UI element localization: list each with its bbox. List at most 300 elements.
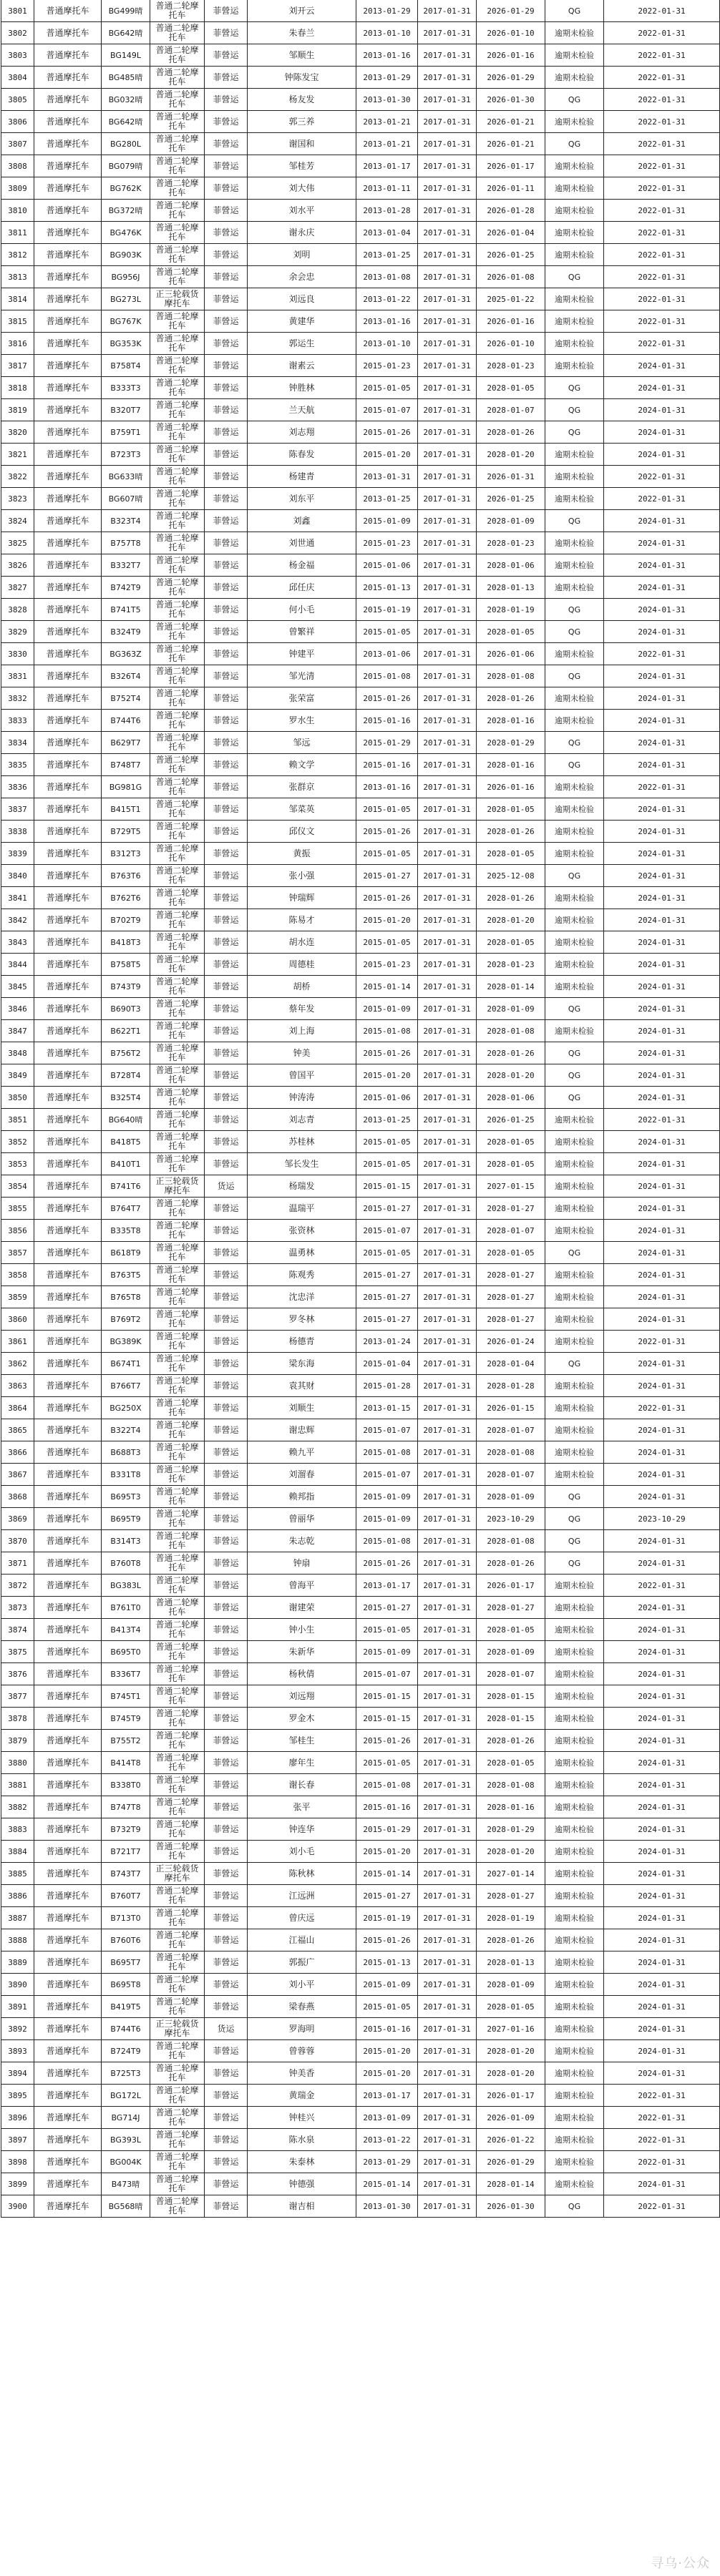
usage-nature-cell: 菲營运 — [205, 1641, 248, 1663]
status-cell: 逾期未检验 — [545, 1641, 604, 1663]
owner-name-cell: 朱泰林 — [248, 2151, 356, 2173]
scrap-date-cell: 2026-01-09 — [477, 2107, 545, 2129]
inspection-date-cell: 2017-01-31 — [418, 1308, 477, 1331]
vehicle-category-cell: 普通摩托车 — [34, 2195, 102, 2218]
usage-nature-cell: 菲營运 — [205, 554, 248, 577]
usage-nature-cell: 菲營运 — [205, 355, 248, 377]
status-cell: QG — [545, 1530, 604, 1552]
valid-until-cell: 2024-01-31 — [604, 798, 720, 821]
row-number-cell: 3847 — [1, 1020, 34, 1042]
row-number-cell: 3867 — [1, 1464, 34, 1486]
status-cell: QG — [545, 998, 604, 1020]
scrap-date-cell: 2026-01-30 — [477, 89, 545, 111]
inspection-date-cell: 2017-01-31 — [418, 377, 477, 399]
vehicle-type-cell: 普通二轮摩托车 — [150, 67, 205, 89]
inspection-date-cell: 2017-01-31 — [418, 2195, 477, 2218]
vehicle-category-cell: 普通摩托车 — [34, 754, 102, 776]
vehicle-type-cell: 普通二轮摩托车 — [150, 1641, 205, 1663]
owner-name-cell: 刘鑫 — [248, 510, 356, 532]
plate-number-cell: B414T8 — [102, 1752, 150, 1774]
inspection-date-cell: 2017-01-31 — [418, 1996, 477, 2018]
table-row — [1, 1730, 720, 1752]
usage-nature-cell: 菲營运 — [205, 865, 248, 887]
inspection-date-cell: 2017-01-31 — [418, 1464, 477, 1486]
row-number-cell: 3890 — [1, 1974, 34, 1996]
owner-name-cell: 梁春燕 — [248, 1996, 356, 2018]
owner-name-cell: 杨友发 — [248, 89, 356, 111]
registration-date-cell: 2015-01-14 — [356, 1863, 418, 1885]
valid-until-cell: 2024-01-31 — [604, 1663, 720, 1685]
vehicle-category-cell: 普通摩托车 — [34, 200, 102, 222]
plate-number-cell: B757T8 — [102, 532, 150, 554]
inspection-date-cell: 2017-01-31 — [418, 577, 477, 599]
valid-until-cell: 2024-01-31 — [604, 954, 720, 976]
scrap-date-cell: 2026-01-06 — [477, 643, 545, 665]
row-number-cell: 3877 — [1, 1685, 34, 1708]
owner-name-cell: 刘远翔 — [248, 1685, 356, 1708]
table-row — [1, 865, 720, 887]
valid-until-cell: 2024-01-31 — [604, 1552, 720, 1575]
usage-nature-cell: 菲營运 — [205, 998, 248, 1020]
scrap-date-cell: 2028-01-05 — [477, 621, 545, 643]
row-number-cell: 3874 — [1, 1619, 34, 1641]
valid-until-cell: 2024-01-31 — [604, 421, 720, 444]
plate-number-cell: BG499晴 — [102, 0, 150, 22]
registration-date-cell: 2015-01-08 — [356, 1530, 418, 1552]
plate-number-cell: B674T1 — [102, 1353, 150, 1375]
owner-name-cell: 陈观秀 — [248, 1264, 356, 1286]
scrap-date-cell: 2028-01-26 — [477, 1552, 545, 1575]
status-cell: 逾期未检验 — [545, 200, 604, 222]
valid-until-cell: 2024-01-31 — [604, 2040, 720, 2062]
inspection-date-cell: 2017-01-31 — [418, 1575, 477, 1597]
table-row — [1, 1907, 720, 1929]
row-number-cell: 3883 — [1, 1818, 34, 1841]
owner-name-cell: 刘开云 — [248, 0, 356, 22]
vehicle-type-cell: 普通二轮摩托车 — [150, 577, 205, 599]
inspection-date-cell: 2017-01-31 — [418, 133, 477, 155]
vehicle-type-cell: 普通二轮摩托车 — [150, 466, 205, 488]
row-number-cell: 3879 — [1, 1730, 34, 1752]
inspection-date-cell: 2017-01-31 — [418, 488, 477, 510]
owner-name-cell: 郭运生 — [248, 333, 356, 355]
inspection-date-cell: 2017-01-31 — [418, 1286, 477, 1308]
vehicle-category-cell: 普通摩托车 — [34, 1597, 102, 1619]
registration-date-cell: 2015-01-09 — [356, 510, 418, 532]
status-cell: 逾期未检验 — [545, 1397, 604, 1419]
owner-name-cell: 曾丽华 — [248, 1508, 356, 1530]
scrap-date-cell: 2028-01-29 — [477, 732, 545, 754]
status-cell: 逾期未检验 — [545, 177, 604, 200]
vehicle-type-cell: 普通二轮摩托车 — [150, 1708, 205, 1730]
plate-number-cell: BG762K — [102, 177, 150, 200]
table-row — [1, 2195, 720, 2218]
inspection-date-cell: 2017-01-31 — [418, 155, 477, 177]
scrap-date-cell: 2028-01-06 — [477, 554, 545, 577]
inspection-date-cell: 2017-01-31 — [418, 1087, 477, 1109]
scrap-date-cell: 2028-01-08 — [477, 1441, 545, 1464]
status-cell: QG — [545, 665, 604, 687]
table-row — [1, 333, 720, 355]
vehicle-category-cell: 普通摩托车 — [34, 710, 102, 732]
vehicle-type-cell: 普通二轮摩托车 — [150, 865, 205, 887]
usage-nature-cell: 菲營运 — [205, 1774, 248, 1796]
inspection-date-cell: 2017-01-31 — [418, 222, 477, 244]
inspection-date-cell: 2017-01-31 — [418, 1242, 477, 1264]
vehicle-category-cell: 普通摩托车 — [34, 621, 102, 643]
vehicle-type-cell: 普通二轮摩托车 — [150, 1818, 205, 1841]
vehicle-category-cell: 普通摩托车 — [34, 2040, 102, 2062]
valid-until-cell: 2024-01-31 — [604, 1818, 720, 1841]
owner-name-cell: 罗海明 — [248, 2018, 356, 2040]
row-number-cell: 3829 — [1, 621, 34, 643]
inspection-date-cell: 2017-01-31 — [418, 2040, 477, 2062]
usage-nature-cell: 菲營运 — [205, 1708, 248, 1730]
status-cell: 逾期未检验 — [545, 1663, 604, 1685]
row-number-cell: 3803 — [1, 44, 34, 67]
usage-nature-cell: 菲營运 — [205, 444, 248, 466]
inspection-date-cell: 2017-01-31 — [418, 2085, 477, 2107]
usage-nature-cell: 菲營运 — [205, 976, 248, 998]
inspection-date-cell: 2017-01-31 — [418, 510, 477, 532]
inspection-date-cell: 2017-01-31 — [418, 1818, 477, 1841]
usage-nature-cell: 菲營运 — [205, 2151, 248, 2173]
registration-date-cell: 2015-01-16 — [356, 2018, 418, 2040]
vehicle-type-cell: 普通二轮摩托车 — [150, 1730, 205, 1752]
table-row — [1, 754, 720, 776]
inspection-date-cell: 2017-01-31 — [418, 1929, 477, 1951]
plate-number-cell: B744T6 — [102, 710, 150, 732]
vehicle-type-cell: 普通二轮摩托车 — [150, 1331, 205, 1353]
owner-name-cell: 刘明 — [248, 244, 356, 266]
owner-name-cell: 钟桂兴 — [248, 2107, 356, 2129]
vehicle-type-cell: 普通二轮摩托车 — [150, 821, 205, 843]
usage-nature-cell: 菲營运 — [205, 310, 248, 333]
registration-date-cell: 2015-01-16 — [356, 1796, 418, 1818]
scrap-date-cell: 2028-01-20 — [477, 1064, 545, 1087]
table-row — [1, 1087, 720, 1109]
vehicle-type-cell: 正三轮载货摩托车 — [150, 1863, 205, 1885]
scrap-date-cell: 2028-01-27 — [477, 1597, 545, 1619]
valid-until-cell: 2024-01-31 — [604, 1641, 720, 1663]
valid-until-cell: 2022-01-31 — [604, 266, 720, 288]
row-number-cell: 3882 — [1, 1796, 34, 1818]
plate-number-cell: BG383L — [102, 1575, 150, 1597]
usage-nature-cell: 菲營运 — [205, 1331, 248, 1353]
inspection-date-cell: 2017-01-31 — [418, 1441, 477, 1464]
vehicle-type-cell: 普通二轮摩托车 — [150, 643, 205, 665]
vehicle-category-cell: 普通摩托车 — [34, 1530, 102, 1552]
valid-until-cell: 2022-01-31 — [604, 288, 720, 310]
vehicle-category-cell: 普通摩托车 — [34, 1885, 102, 1907]
inspection-date-cell: 2017-01-31 — [418, 1841, 477, 1863]
registration-date-cell: 2015-01-07 — [356, 1464, 418, 1486]
valid-until-cell: 2022-01-31 — [604, 0, 720, 22]
row-number-cell: 3814 — [1, 288, 34, 310]
registration-date-cell: 2013-01-06 — [356, 643, 418, 665]
plate-number-cell: BG393L — [102, 2129, 150, 2151]
vehicle-category-cell: 普通摩托车 — [34, 887, 102, 909]
scrap-date-cell: 2028-01-09 — [477, 1974, 545, 1996]
status-cell: 逾期未检验 — [545, 1020, 604, 1042]
plate-number-cell: B743T7 — [102, 1863, 150, 1885]
valid-until-cell: 2024-01-31 — [604, 976, 720, 998]
table-row — [1, 0, 720, 22]
table-row — [1, 2173, 720, 2195]
row-number-cell: 3851 — [1, 1109, 34, 1131]
row-number-cell: 3859 — [1, 1286, 34, 1308]
registration-date-cell: 2013-01-29 — [356, 67, 418, 89]
vehicle-type-cell: 普通二轮摩托车 — [150, 1530, 205, 1552]
vehicle-type-cell: 普通二轮摩托车 — [150, 355, 205, 377]
valid-until-cell: 2024-01-31 — [604, 444, 720, 466]
vehicle-type-cell: 普通二轮摩托车 — [150, 1242, 205, 1264]
usage-nature-cell: 菲營运 — [205, 1242, 248, 1264]
vehicle-type-cell: 普通二轮摩托车 — [150, 89, 205, 111]
vehicle-type-cell: 普通二轮摩托车 — [150, 1308, 205, 1331]
row-number-cell: 3844 — [1, 954, 34, 976]
usage-nature-cell: 菲營运 — [205, 776, 248, 798]
scrap-date-cell: 2027-01-15 — [477, 1175, 545, 1198]
status-cell: 逾期未检验 — [545, 2018, 604, 2040]
registration-date-cell: 2013-01-10 — [356, 22, 418, 44]
plate-number-cell: B695T0 — [102, 1641, 150, 1663]
table-row — [1, 577, 720, 599]
scrap-date-cell: 2028-01-26 — [477, 1929, 545, 1951]
scrap-date-cell: 2026-01-29 — [477, 2151, 545, 2173]
plate-number-cell: B760T6 — [102, 1929, 150, 1951]
registration-date-cell: 2015-01-09 — [356, 1641, 418, 1663]
status-cell: 逾期未检验 — [545, 554, 604, 577]
vehicle-type-cell: 普通二轮摩托车 — [150, 310, 205, 333]
vehicle-type-cell: 普通二轮摩托车 — [150, 887, 205, 909]
owner-name-cell: 张资林 — [248, 1220, 356, 1242]
valid-until-cell: 2024-01-31 — [604, 1220, 720, 1242]
usage-nature-cell: 菲營运 — [205, 821, 248, 843]
valid-until-cell: 2024-01-31 — [604, 621, 720, 643]
table-row — [1, 1974, 720, 1996]
owner-name-cell: 曾海平 — [248, 1575, 356, 1597]
valid-until-cell: 2024-01-31 — [604, 909, 720, 931]
valid-until-cell: 2024-01-31 — [604, 1198, 720, 1220]
row-number-cell: 3822 — [1, 466, 34, 488]
status-cell: 逾期未检验 — [545, 1198, 604, 1220]
owner-name-cell: 邱任庆 — [248, 577, 356, 599]
inspection-date-cell: 2017-01-31 — [418, 599, 477, 621]
usage-nature-cell: 菲營运 — [205, 643, 248, 665]
status-cell: 逾期未检验 — [545, 488, 604, 510]
row-number-cell: 3898 — [1, 2151, 34, 2173]
inspection-date-cell: 2017-01-31 — [418, 355, 477, 377]
vehicle-category-cell: 普通摩托车 — [34, 1064, 102, 1087]
vehicle-type-cell: 普通二轮摩托车 — [150, 1042, 205, 1064]
row-number-cell: 3869 — [1, 1508, 34, 1530]
vehicle-type-cell: 普通二轮摩托车 — [150, 155, 205, 177]
vehicle-type-cell: 普通二轮摩托车 — [150, 1486, 205, 1508]
row-number-cell: 3839 — [1, 843, 34, 865]
registration-date-cell: 2013-01-21 — [356, 111, 418, 133]
plate-number-cell: B413T4 — [102, 1619, 150, 1641]
owner-name-cell: 袁其财 — [248, 1375, 356, 1397]
status-cell: 逾期未检验 — [545, 954, 604, 976]
vehicle-type-cell: 普通二轮摩托车 — [150, 1929, 205, 1951]
usage-nature-cell: 菲營运 — [205, 1597, 248, 1619]
valid-until-cell: 2024-01-31 — [604, 1087, 720, 1109]
status-cell: 逾期未检验 — [545, 1597, 604, 1619]
inspection-date-cell: 2017-01-31 — [418, 843, 477, 865]
row-number-cell: 3825 — [1, 532, 34, 554]
row-number-cell: 3843 — [1, 931, 34, 954]
vehicle-type-cell: 普通二轮摩托车 — [150, 1774, 205, 1796]
plate-number-cell: B723T3 — [102, 444, 150, 466]
scrap-date-cell: 2028-01-27 — [477, 1286, 545, 1308]
vehicle-type-cell: 普通二轮摩托车 — [150, 621, 205, 643]
status-cell: 逾期未检验 — [545, 843, 604, 865]
scrap-date-cell: 2026-01-15 — [477, 1397, 545, 1419]
vehicle-type-cell: 普通二轮摩托车 — [150, 1575, 205, 1597]
scrap-date-cell: 2026-01-16 — [477, 44, 545, 67]
scrap-date-cell: 2028-01-14 — [477, 976, 545, 998]
vehicle-category-cell: 普通摩托车 — [34, 1153, 102, 1175]
vehicle-type-cell: 普通二轮摩托车 — [150, 1441, 205, 1464]
valid-until-cell: 2024-01-31 — [604, 887, 720, 909]
table-row — [1, 44, 720, 67]
vehicle-category-cell: 普通摩托车 — [34, 1508, 102, 1530]
scrap-date-cell: 2028-01-19 — [477, 599, 545, 621]
plate-number-cell: B725T3 — [102, 2062, 150, 2085]
row-number-cell: 3854 — [1, 1175, 34, 1198]
usage-nature-cell: 菲營运 — [205, 177, 248, 200]
row-number-cell: 3889 — [1, 1951, 34, 1974]
status-cell: 逾期未检验 — [545, 333, 604, 355]
scrap-date-cell: 2028-01-09 — [477, 1641, 545, 1663]
inspection-date-cell: 2017-01-31 — [418, 2107, 477, 2129]
scrap-date-cell: 2026-01-29 — [477, 0, 545, 22]
valid-until-cell: 2024-01-31 — [604, 532, 720, 554]
plate-number-cell: B333T3 — [102, 377, 150, 399]
plate-number-cell: BG485晴 — [102, 67, 150, 89]
usage-nature-cell: 菲營运 — [205, 266, 248, 288]
status-cell: 逾期未检验 — [545, 643, 604, 665]
valid-until-cell: 2024-01-31 — [604, 1153, 720, 1175]
table-row — [1, 954, 720, 976]
registration-date-cell: 2015-01-26 — [356, 1552, 418, 1575]
plate-number-cell: BG032晴 — [102, 89, 150, 111]
row-number-cell: 3892 — [1, 2018, 34, 2040]
scrap-date-cell: 2028-01-26 — [477, 821, 545, 843]
registration-date-cell: 2013-01-22 — [356, 2129, 418, 2151]
plate-number-cell: B325T4 — [102, 1087, 150, 1109]
owner-name-cell: 钟瑞辉 — [248, 887, 356, 909]
table-row — [1, 1708, 720, 1730]
inspection-date-cell: 2017-01-31 — [418, 200, 477, 222]
vehicle-type-cell: 普通二轮摩托车 — [150, 1752, 205, 1774]
scrap-date-cell: 2028-01-09 — [477, 510, 545, 532]
status-cell: 逾期未检验 — [545, 1929, 604, 1951]
vehicle-category-cell: 普通摩托车 — [34, 1486, 102, 1508]
usage-nature-cell: 菲營运 — [205, 244, 248, 266]
vehicle-category-cell: 普通摩托车 — [34, 1087, 102, 1109]
vehicle-type-cell: 普通二轮摩托车 — [150, 2129, 205, 2151]
status-cell: 逾期未检验 — [545, 466, 604, 488]
registration-date-cell: 2015-01-27 — [356, 1198, 418, 1220]
vehicle-type-cell: 普通二轮摩托车 — [150, 22, 205, 44]
registration-date-cell: 2013-01-11 — [356, 177, 418, 200]
row-number-cell: 3812 — [1, 244, 34, 266]
inspection-date-cell: 2017-01-31 — [418, 1353, 477, 1375]
inspection-date-cell: 2017-01-31 — [418, 1774, 477, 1796]
table-row — [1, 200, 720, 222]
owner-name-cell: 谢素云 — [248, 355, 356, 377]
vehicle-category-cell: 普通摩托车 — [34, 865, 102, 887]
vehicle-category-cell: 普通摩托车 — [34, 1331, 102, 1353]
registration-date-cell: 2015-01-26 — [356, 687, 418, 710]
valid-until-cell: 2024-01-31 — [604, 1774, 720, 1796]
plate-number-cell: B415T1 — [102, 798, 150, 821]
registration-date-cell: 2015-01-08 — [356, 1441, 418, 1464]
plate-number-cell: B741T6 — [102, 1175, 150, 1198]
valid-until-cell: 2022-01-31 — [604, 22, 720, 44]
table-row — [1, 665, 720, 687]
scrap-date-cell: 2026-01-30 — [477, 2195, 545, 2218]
status-cell: QG — [545, 399, 604, 421]
usage-nature-cell: 菲營运 — [205, 1752, 248, 1774]
owner-name-cell: 谢长春 — [248, 1774, 356, 1796]
vehicle-type-cell: 普通二轮摩托车 — [150, 1796, 205, 1818]
status-cell: 逾期未检验 — [545, 1286, 604, 1308]
valid-until-cell: 2024-01-31 — [604, 1730, 720, 1752]
plate-number-cell: B695T3 — [102, 1486, 150, 1508]
vehicle-type-cell: 普通二轮摩托车 — [150, 732, 205, 754]
registration-date-cell: 2015-01-19 — [356, 599, 418, 621]
status-cell: 逾期未检验 — [545, 1175, 604, 1198]
valid-until-cell: 2024-01-31 — [604, 355, 720, 377]
inspection-date-cell: 2017-01-31 — [418, 1863, 477, 1885]
scrap-date-cell: 2028-01-28 — [477, 1375, 545, 1397]
scrap-date-cell: 2028-01-05 — [477, 1242, 545, 1264]
status-cell: QG — [545, 133, 604, 155]
valid-until-cell: 2024-01-31 — [604, 710, 720, 732]
plate-number-cell: B756T2 — [102, 1042, 150, 1064]
vehicle-category-cell: 普通摩托车 — [34, 0, 102, 22]
table-row — [1, 554, 720, 577]
status-cell: 逾期未检验 — [545, 1308, 604, 1331]
table-row — [1, 1552, 720, 1575]
usage-nature-cell: 菲營运 — [205, 2062, 248, 2085]
inspection-date-cell: 2017-01-31 — [418, 1663, 477, 1685]
scrap-date-cell: 2028-01-26 — [477, 1042, 545, 1064]
table-row — [1, 377, 720, 399]
plate-number-cell: B763T6 — [102, 865, 150, 887]
plate-number-cell: B314T3 — [102, 1530, 150, 1552]
usage-nature-cell: 菲營运 — [205, 1464, 248, 1486]
scrap-date-cell: 2026-01-24 — [477, 1331, 545, 1353]
row-number-cell: 3864 — [1, 1397, 34, 1419]
vehicle-type-cell: 普通二轮摩托车 — [150, 2062, 205, 2085]
row-number-cell: 3849 — [1, 1064, 34, 1087]
status-cell: 逾期未检验 — [545, 1464, 604, 1486]
owner-name-cell: 杨瑞发 — [248, 1175, 356, 1198]
row-number-cell: 3804 — [1, 67, 34, 89]
status-cell: 逾期未检验 — [545, 776, 604, 798]
table-row — [1, 466, 720, 488]
valid-until-cell: 2022-01-31 — [604, 222, 720, 244]
inspection-date-cell: 2017-01-31 — [418, 111, 477, 133]
vehicle-type-cell: 普通二轮摩托车 — [150, 1951, 205, 1974]
vehicle-type-cell: 普通二轮摩托车 — [150, 133, 205, 155]
row-number-cell: 3842 — [1, 909, 34, 931]
inspection-date-cell: 2017-01-31 — [418, 399, 477, 421]
